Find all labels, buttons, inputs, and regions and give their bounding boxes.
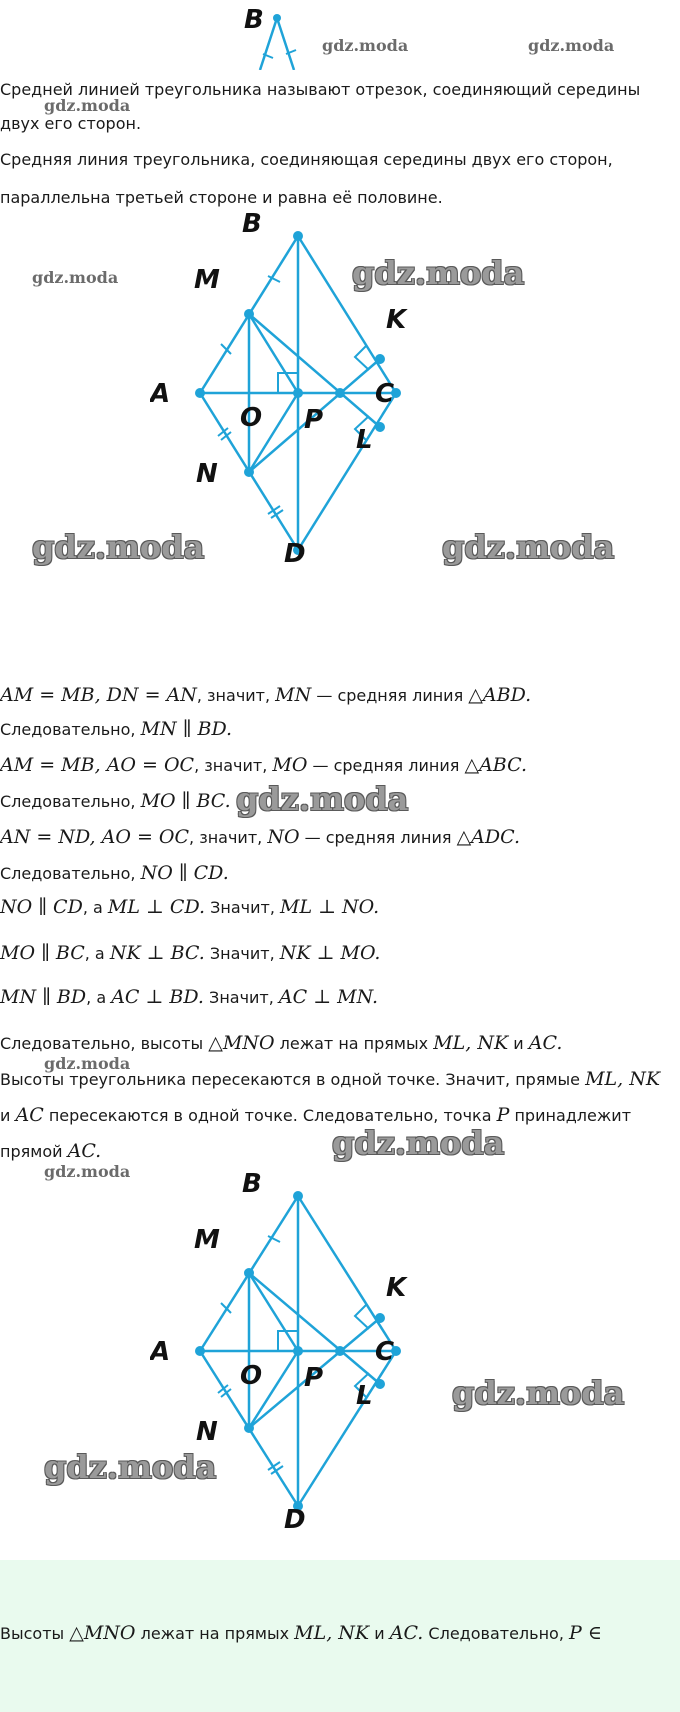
label-b: B	[242, 210, 262, 239]
text-fragment: принадлежит	[509, 1106, 632, 1125]
text-fragment: △MNO	[69, 1622, 136, 1644]
theorem-line-1: Средняя линия треугольника, соединяющая середины двух его сторон,	[0, 150, 613, 169]
text-fragment: — средняя линия	[299, 828, 457, 847]
text-fragment: , значит,	[194, 756, 273, 775]
text-fragment: MN ∥ BD	[0, 986, 87, 1008]
watermark: gdz.moda	[322, 36, 409, 55]
watermark: gdz.moda	[452, 1374, 625, 1412]
label-a: A	[150, 1337, 171, 1367]
text-fragment: ML, NK	[294, 1622, 370, 1644]
text-fragment: и	[369, 1624, 390, 1643]
text-fragment: MN ∥ BD.	[140, 718, 233, 740]
text-fragment: ML ⊥ CD.	[107, 896, 206, 918]
text-fragment: и	[508, 1034, 529, 1053]
text-fragment: △MNO	[208, 1032, 275, 1054]
text-fragment: AN = ND, AO = OC	[0, 826, 190, 848]
text-fragment: AC.	[67, 1140, 102, 1162]
label-d: D	[284, 1505, 306, 1535]
label-l: L	[356, 425, 373, 455]
text-fragment: AC	[15, 1104, 44, 1126]
watermark: gdz.moda	[236, 780, 409, 818]
text-fragment: MO	[272, 754, 308, 776]
text-fragment: лежат на прямых	[135, 1624, 295, 1643]
text-fragment: Высоты	[0, 1624, 70, 1643]
label-a: A	[150, 379, 171, 409]
label-m: M	[194, 265, 220, 295]
text-fragment: NO ∥ CD	[0, 896, 83, 918]
text-fragment: △ABC.	[464, 754, 528, 776]
text-fragment: Значит,	[204, 944, 280, 963]
text-fragment: пересекаются в одной точке. Следовательно, точка	[43, 1106, 497, 1125]
text-fragment: , а	[86, 988, 112, 1007]
text-fragment: — средняя линия	[311, 686, 469, 705]
proof-line-1	[0, 684, 531, 706]
watermark: gdz.moda	[528, 36, 615, 55]
text-fragment: △ADC.	[456, 826, 521, 848]
label-k: K	[386, 1273, 407, 1303]
text-fragment: прямой	[0, 1142, 68, 1161]
text-fragment: — средняя линия	[307, 756, 465, 775]
text-fragment: , а	[82, 898, 108, 917]
text-fragment: ML ⊥ NO.	[280, 896, 380, 918]
proof-line-4	[0, 790, 231, 812]
text-fragment: Следовательно,	[0, 792, 141, 811]
text-fragment: Высоты треугольника пересекаются в одной точке. Значит, прямые	[0, 1070, 586, 1089]
watermark: gdz.moda	[44, 1054, 131, 1073]
text-fragment: NO	[267, 826, 300, 848]
text-fragment: P ∈	[569, 1622, 602, 1644]
definition-line-2: двух его сторон.	[0, 114, 142, 133]
watermark: gdz.moda	[44, 96, 131, 115]
label-n: N	[196, 1417, 218, 1447]
text-fragment: AC ⊥ MN.	[278, 986, 379, 1008]
top-figure-fragment	[240, 0, 320, 70]
proof-line-3	[0, 754, 527, 776]
watermark: gdz.moda	[44, 1162, 131, 1181]
proof-line-7	[0, 896, 379, 918]
text-fragment: ML, NK	[433, 1032, 509, 1054]
watermark: gdz.moda	[32, 528, 205, 566]
text-fragment: Следовательно,	[0, 720, 141, 739]
text-fragment: Значит,	[203, 988, 279, 1007]
answer-text	[0, 1622, 602, 1644]
text-fragment: NO ∥ CD.	[140, 862, 229, 884]
proof-line-9	[0, 986, 378, 1008]
watermark: gdz.moda	[44, 1448, 217, 1486]
label-k: K	[386, 305, 407, 335]
text-fragment: AC.	[389, 1622, 424, 1644]
label-n: N	[196, 459, 218, 489]
proof-line-2	[0, 718, 232, 740]
text-fragment: MN	[275, 684, 312, 706]
label-l: L	[356, 1381, 373, 1411]
label-c: C	[375, 1337, 395, 1367]
text-fragment: Значит,	[205, 898, 280, 917]
label-o: O	[240, 403, 263, 433]
text-fragment: лежат на прямых	[274, 1034, 434, 1053]
text-fragment: Следовательно,	[423, 1624, 569, 1643]
text-fragment: NK ⊥ BC.	[109, 942, 205, 964]
text-fragment: NK ⊥ MO.	[279, 942, 381, 964]
text-fragment: Следовательно,	[0, 864, 141, 883]
theorem-line-2: параллельна третьей стороне и равна её половине.	[0, 188, 443, 207]
label-p: P	[304, 1363, 324, 1393]
label-c: C	[375, 379, 395, 409]
proof-line-8	[0, 942, 380, 964]
label-o: O	[240, 1361, 263, 1391]
text-fragment: , значит,	[196, 686, 276, 705]
proof-line-5	[0, 826, 520, 848]
text-fragment: , а	[84, 944, 110, 963]
label-b: B	[242, 1169, 262, 1199]
text-fragment: MO ∥ BC	[0, 942, 85, 964]
conclusion-line-2	[0, 1068, 660, 1090]
text-fragment: △ABD.	[468, 684, 532, 706]
text-fragment: AC ⊥ BD.	[111, 986, 204, 1008]
text-fragment: P	[496, 1104, 510, 1126]
label-m: M	[194, 1225, 220, 1255]
text-fragment: ML, NK	[585, 1068, 661, 1090]
label-p: P	[304, 405, 324, 435]
watermark: gdz.moda	[352, 254, 525, 292]
watermark: gdz.moda	[442, 528, 615, 566]
conclusion-line-4	[0, 1140, 101, 1162]
text-fragment: и	[0, 1106, 16, 1125]
text-fragment: Следовательно, высоты	[0, 1034, 209, 1053]
text-fragment: AC.	[528, 1032, 563, 1054]
text-fragment: AM = MB, AO = OC	[0, 754, 195, 776]
top-label-b: B	[244, 5, 264, 35]
conclusion-line-1	[0, 1032, 562, 1054]
text-fragment: MO ∥ BC.	[140, 790, 231, 812]
proof-line-6	[0, 862, 229, 884]
text-fragment: , значит,	[189, 828, 268, 847]
text-fragment: AM = MB, DN = AN	[0, 684, 197, 706]
definition-line-1: Средней линией треугольника называют отрезок, соединяющий середины	[0, 80, 641, 99]
watermark: gdz.moda	[32, 268, 119, 287]
conclusion-line-3	[0, 1104, 631, 1126]
watermark: gdz.moda	[332, 1124, 505, 1162]
label-d: D	[284, 539, 306, 569]
